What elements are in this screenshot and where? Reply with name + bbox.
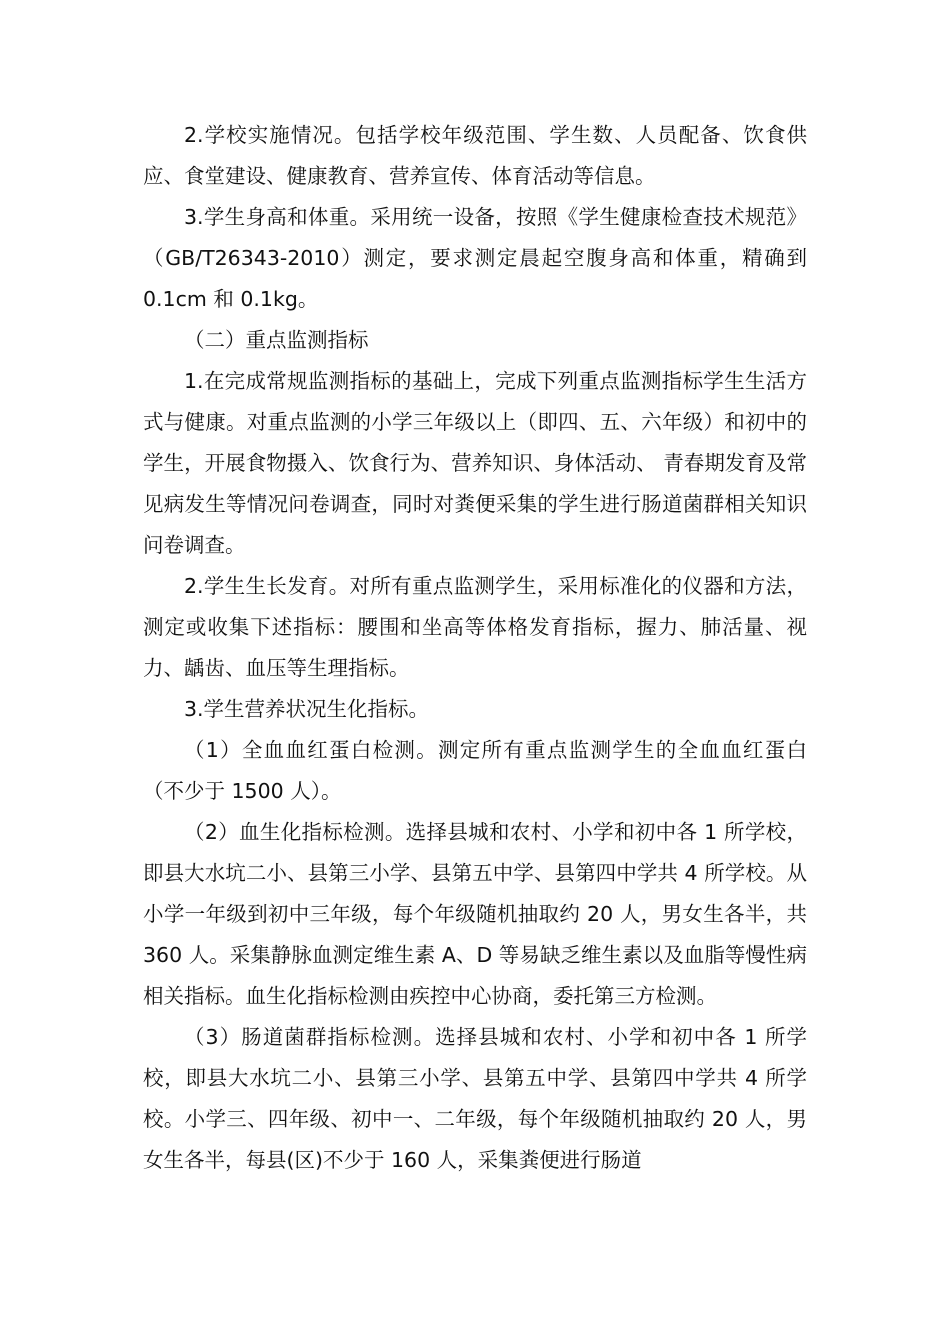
paragraph-blood-biochem-test: （2）血生化指标检测。选择县城和农村、小学和初中各 1 所学校，即县大水坑二小、县第三小学、县第五中学、县第四中学共 4 所学校。从小学一年级到初中三年级，每个年级随机抽取约 20 人，男女生各半，共 360 人。采集静脉血测定维生素 A、D 等易缺乏维生素以及血脂等慢性病相关指标。血生化指标检测由疾控中心协商，委托第三方检测。 <box>143 820 807 1008</box>
paragraph-growth-development: 2.学生生长发育。对所有重点监测学生，采用标准化的仪器和方法，测定或收集下述指标：腰围和坐高等体格发育指标，握力、肺活量、视力、龋齿、血压等生理指标。 <box>143 574 807 680</box>
paragraph-hemoglobin-test: （1）全血血红蛋白检测。测定所有重点监测学生的全血血红蛋白（不少于 1500 人）。 <box>143 738 807 803</box>
paragraph-height-weight: 3.学生身高和体重。采用统一设备，按照《学生健康检查技术规范》（GB/T26343-2010）测定，要求测定晨起空腹身高和体重，精确到 0.1cm 和 0.1kg。 <box>143 205 807 311</box>
paragraph-gut-flora-test: （3）肠道菌群指标检测。选择县城和农村、小学和初中各 1 所学校，即县大水坑二小、县第三小学、县第五中学、县第四中学共 4 所学校。小学三、四年级、初中一、二年级，每个年级随机抽取约 20 人，男女生各半，每县(区)不少于 160 人，采集粪便进行肠道 <box>143 1025 807 1172</box>
paragraph-school-implementation: 2.学校实施情况。包括学校年级范围、学生数、人员配备、饮食供应、食堂建设、健康教育、营养宣传、体育活动等信息。 <box>143 123 807 188</box>
paragraph-lifestyle-survey: 1.在完成常规监测指标的基础上，完成下列重点监测指标学生生活方式与健康。对重点监测的小学三年级以上（即四、五、六年级）和初中的学生，开展食物摄入、饮食行为、营养知识、身体活动、 青春期发育及常见病发生等情况问卷调查，同时对粪便采集的学生进行肠道菌群相关知识问卷调查。 <box>143 369 807 557</box>
paragraph-biochemical-indicators: 3.学生营养状况生化指标。 <box>184 697 430 721</box>
section-heading-key-indicators: （二）重点监测指标 <box>184 328 369 352</box>
document-body <box>143 115 807 1181</box>
